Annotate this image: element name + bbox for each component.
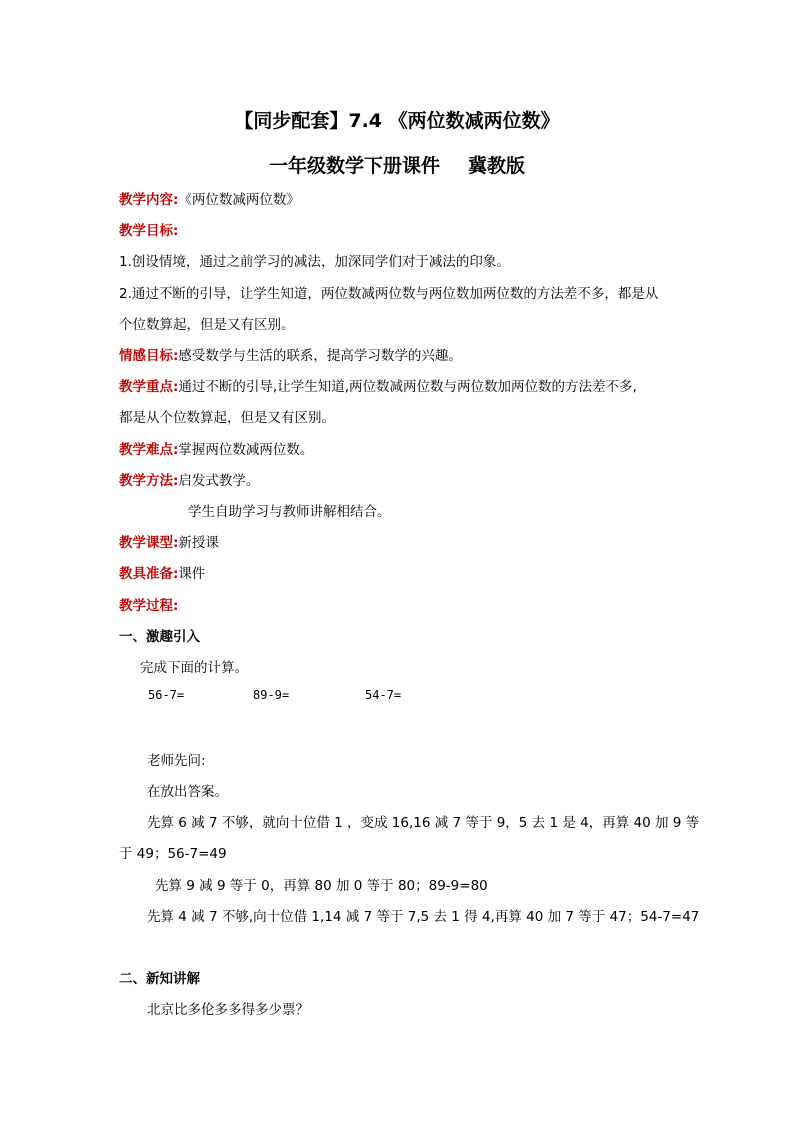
section-2-question: 北京比多伦多多得多少票？ [147, 1002, 309, 1018]
teaching-difficulty-text: 掌握两位数减两位数。 [178, 442, 314, 458]
emotion-goal [119, 344, 462, 364]
teaching-process-label: 教学过程: [119, 598, 179, 614]
teaching-content-text: 《两位数减两位数》 [178, 192, 300, 208]
teaching-key-label: 教学重点: [119, 379, 179, 395]
lesson-type [119, 531, 219, 551]
teacher-question: 老师先问: [147, 753, 206, 769]
explanation-2: 先算 9 减 9 等于 0，再算 80 加 0 等于 80；89-9=80 [155, 878, 488, 894]
calc-item-2: 89-9= [253, 688, 290, 702]
lesson-type-text: 新授课 [178, 535, 219, 551]
teaching-tools-label: 教具准备: [119, 566, 179, 582]
explanation-1-line-2: 于 49；56-7=49 [119, 846, 227, 862]
teaching-method-label: 教学方法: [119, 473, 179, 489]
teaching-tools [119, 562, 205, 582]
document-title: 【同步配套】7.4 《两位数减两位数》 [234, 110, 560, 132]
teaching-tools-text: 课件 [178, 566, 206, 582]
document-subtitle [0, 151, 794, 178]
teaching-content-label: 教学内容: [119, 192, 179, 208]
teaching-key-text: 通过不断的引导,让学生知道,两位数减两位数与两位数加两位数的方法差不多, [178, 379, 637, 395]
goal-item-2-line-2: 个位数算起，但是又有区别。 [119, 317, 295, 333]
teaching-goals-label: 教学目标: [119, 223, 179, 239]
teaching-method [119, 469, 259, 489]
emotion-goal-label: 情感目标: [119, 348, 179, 364]
teaching-method-line-2: 学生自助学习与教师讲解相结合。 [188, 504, 391, 520]
subtitle-course: 一年级数学下册课件 [268, 155, 440, 177]
teaching-method-text: 启发式教学。 [178, 473, 260, 489]
emotion-goal-text: 感受数学与生活的联系，提高学习数学的兴趣。 [178, 348, 462, 364]
calc-item-3: 54-7= [365, 688, 402, 702]
teaching-key [119, 375, 637, 395]
explanation-3: 先算 4 减 7 不够,向十位借 1,14 减 7 等于 7,5 去 1 得 4,再算 40 加 7 等于 47；54-7=47 [147, 909, 700, 925]
subtitle-edition: 冀教版 [468, 155, 526, 177]
explanation-1-line-1: 先算 6 减 7 不够，就向十位借 1 ，变成 16,16 减 7 等于 9，5 去 1 是 4，再算 40 加 9 等 [147, 815, 700, 831]
section-1-instruction: 完成下面的计算。 [140, 660, 248, 676]
lesson-type-label: 教学课型: [119, 535, 179, 551]
section-2-heading: 二、新知讲解 [119, 971, 200, 987]
teaching-difficulty-label: 教学难点: [119, 442, 179, 458]
teaching-key-line-2: 都是从个位数算起，但是又有区别。 [119, 410, 335, 426]
teaching-content [119, 188, 300, 208]
answer-reveal: 在放出答案。 [147, 784, 228, 800]
goal-item-1: 1.创设情境，通过之前学习的减法，加深同学们对于减法的印象。 [119, 254, 510, 270]
goal-item-2-line-1: 2.通过不断的引导，让学生知道，两位数减两位数与两位数加两位数的方法差不多，都是从 [119, 286, 659, 302]
teaching-difficulty [119, 438, 313, 458]
calc-item-1: 56-7= [148, 688, 185, 702]
section-1-heading: 一、激趣引入 [119, 629, 200, 645]
